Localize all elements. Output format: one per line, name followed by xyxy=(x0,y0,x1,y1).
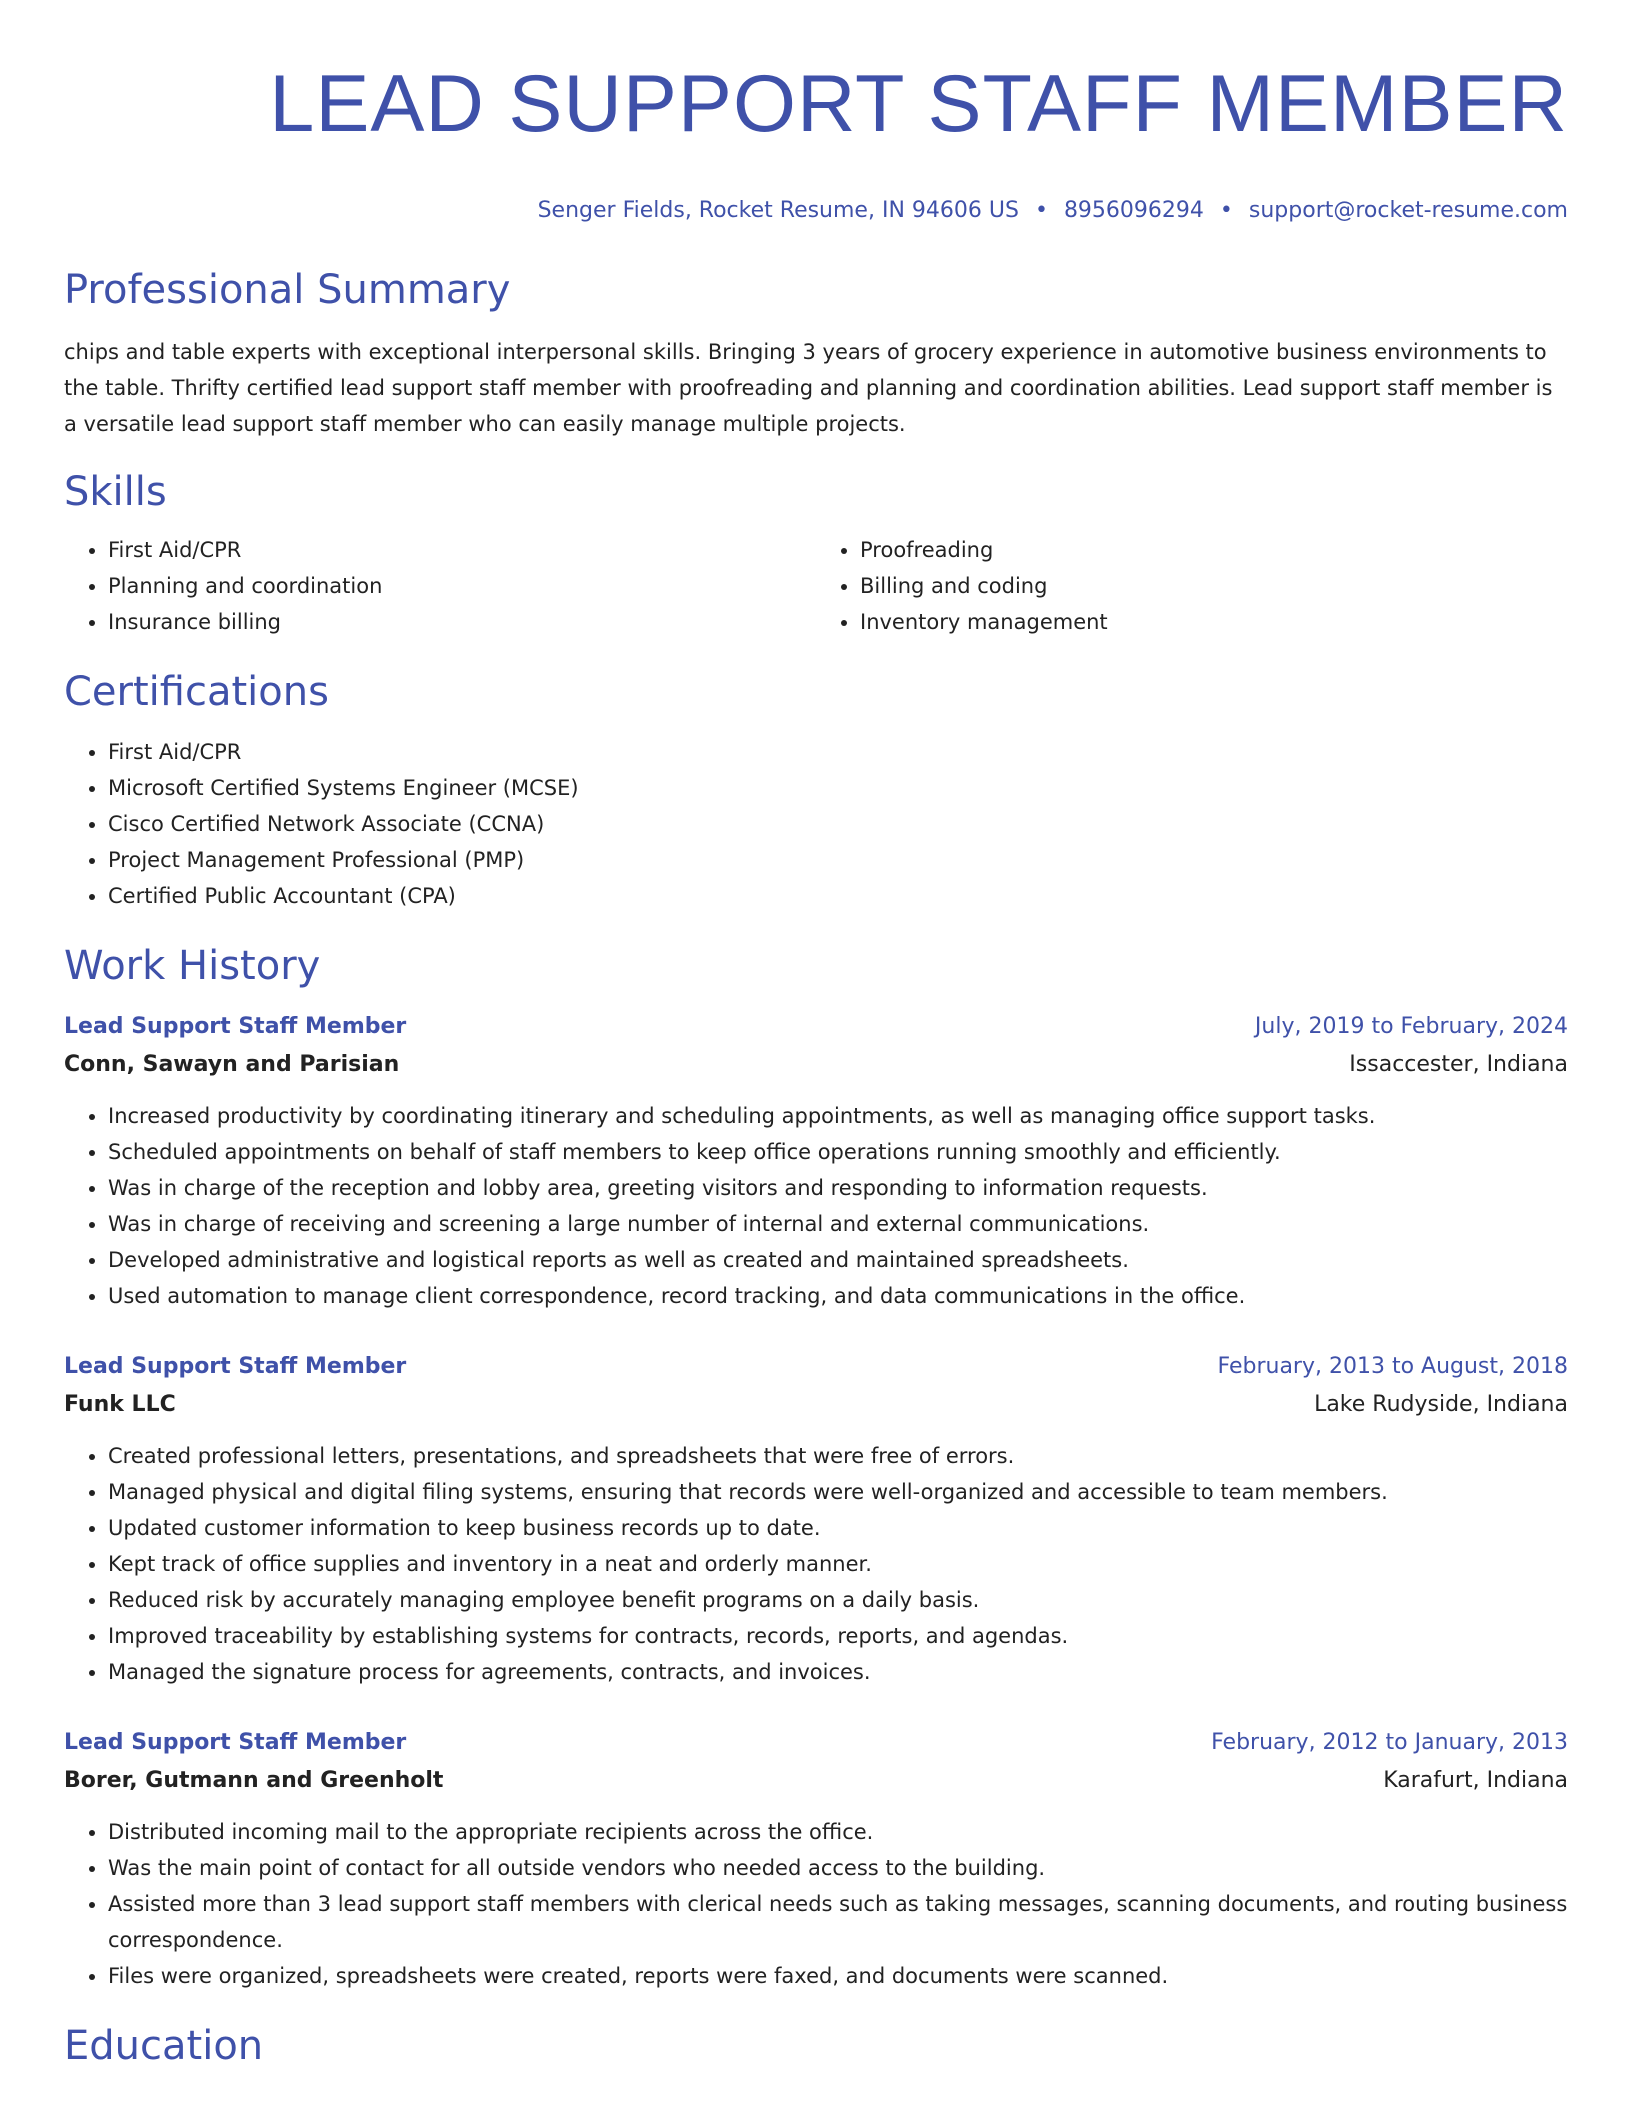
job-bullets xyxy=(64,1438,1568,1690)
job-bullet: • Used automation to manage client correspondence, record tracking, and data communications in the office. xyxy=(108,1278,1568,1314)
job-bullet: • Developed administrative and logistical reports as well as created and maintained spreadsheets. xyxy=(108,1242,1568,1278)
skill-item: • Inventory management xyxy=(860,604,1568,640)
certification-item: • First Aid/CPR xyxy=(108,734,1568,770)
contact-line xyxy=(64,196,1568,226)
job-bullet: • Updated customer information to keep business records up to date. xyxy=(108,1510,1568,1546)
certifications-heading: Certifications xyxy=(64,669,329,715)
job-bullet: • Assisted more than 3 lead support staff members with clerical needs such as taking messages, scanning documents, and routing business correspondence. xyxy=(108,1886,1568,1958)
education-section xyxy=(64,2020,1568,2072)
contact-phone: 8956096294 xyxy=(1063,198,1204,223)
certifications-section xyxy=(64,666,1568,914)
certification-item: • Certified Public Accountant (CPA) xyxy=(108,878,1568,914)
skills-list-left xyxy=(64,532,816,640)
contact-separator: • xyxy=(1219,198,1233,223)
job-bullet: • Increased productivity by coordinating itinerary and scheduling appointments, as well as managing office support tasks. xyxy=(108,1098,1568,1134)
job-bullet: • Was in charge of the reception and lobby area, greeting visitors and responding to information requests. xyxy=(108,1170,1568,1206)
job-title-row xyxy=(64,1724,1568,1762)
job-dates: July, 2019 to February, 2024 xyxy=(1254,1014,1568,1039)
summary-section xyxy=(64,264,1568,442)
job-bullet: • Kept track of office supplies and inventory in a neat and orderly manner. xyxy=(108,1546,1568,1582)
job-entry xyxy=(64,1348,1568,1690)
job-title: Lead Support Staff Member xyxy=(64,1014,407,1039)
job-bullets xyxy=(64,1814,1568,1994)
job-company: Conn, Sawayn and Parisian xyxy=(64,1052,400,1077)
job-bullet: • Was in charge of receiving and screening a large number of internal and external communications. xyxy=(108,1206,1568,1242)
job-bullet: • Was the main point of contact for all outside vendors who needed access to the building. xyxy=(108,1850,1568,1886)
job-bullets xyxy=(64,1098,1568,1314)
certification-item: • Project Management Professional (PMP) xyxy=(108,842,1568,878)
skills-heading: Skills xyxy=(64,469,167,515)
job-title: Lead Support Staff Member xyxy=(64,1730,407,1755)
job-company-row xyxy=(64,1386,1568,1424)
job-bullet: • Files were organized, spreadsheets were created, reports were faxed, and documents were scanned. xyxy=(108,1958,1568,1994)
job-title: Lead Support Staff Member xyxy=(64,1354,407,1379)
job-company-row xyxy=(64,1762,1568,1800)
skills-list-right xyxy=(816,532,1568,640)
contact-email: support@rocket-resume.com xyxy=(1248,198,1568,223)
job-bullet: • Scheduled appointments on behalf of staff members to keep office operations running smoothly and efficiently. xyxy=(108,1134,1568,1170)
work-history-heading: Work History xyxy=(64,943,321,989)
work-history-section xyxy=(64,940,1568,1994)
job-bullet: • Created professional letters, presentations, and spreadsheets that were free of errors. xyxy=(108,1438,1568,1474)
summary-heading: Professional Summary xyxy=(64,267,511,313)
candidate-name: LEAD SUPPORT STAFF MEMBER xyxy=(269,59,1568,149)
summary-text: chips and table experts with exceptional interpersonal skills. Bringing 3 years of grocery experience in automotive business environments to the table. Thrifty certified lead support staff member with proofreading and planning and coordination abilities. Lead support staff member is a versatile lead support staff member who can easily manage multiple projects. xyxy=(64,340,1553,436)
job-entry xyxy=(64,1008,1568,1314)
skill-item: • Planning and coordination xyxy=(108,568,816,604)
job-company: Funk LLC xyxy=(64,1392,176,1417)
skill-item: • Proofreading xyxy=(860,532,1568,568)
job-location: Karafurt, Indiana xyxy=(1383,1768,1568,1793)
job-bullet: • Distributed incoming mail to the appropriate recipients across the office. xyxy=(108,1814,1568,1850)
contact-separator: • xyxy=(1034,198,1048,223)
skills-section xyxy=(64,466,1568,640)
job-company-row xyxy=(64,1046,1568,1084)
contact-address: Senger Fields, Rocket Resume, IN 94606 US xyxy=(537,198,1019,223)
certifications-list xyxy=(64,734,1568,914)
job-bullet: • Reduced risk by accurately managing employee benefit programs on a daily basis. xyxy=(108,1582,1568,1618)
job-title-row xyxy=(64,1348,1568,1386)
skill-item: • First Aid/CPR xyxy=(108,532,816,568)
job-dates: February, 2013 to August, 2018 xyxy=(1217,1354,1568,1379)
job-bullet: • Managed physical and digital filing systems, ensuring that records were well-organized and accessible to team members. xyxy=(108,1474,1568,1510)
job-dates: February, 2012 to January, 2013 xyxy=(1211,1730,1568,1755)
job-location: Lake Rudyside, Indiana xyxy=(1314,1392,1568,1417)
certification-item: • Cisco Certified Network Associate (CCNA) xyxy=(108,806,1568,842)
skill-item: • Insurance billing xyxy=(108,604,816,640)
skill-item: • Billing and coding xyxy=(860,568,1568,604)
job-location: Issaccester, Indiana xyxy=(1349,1052,1568,1077)
skills-grid xyxy=(64,532,1568,640)
job-entry xyxy=(64,1724,1568,1994)
education-heading: Education xyxy=(64,2023,264,2069)
job-bullet: • Improved traceability by establishing systems for contracts, records, reports, and agendas. xyxy=(108,1618,1568,1654)
job-title-row xyxy=(64,1008,1568,1046)
certification-item: • Microsoft Certified Systems Engineer (MCSE) xyxy=(108,770,1568,806)
job-company: Borer, Gutmann and Greenholt xyxy=(64,1768,444,1793)
job-bullet: • Managed the signature process for agreements, contracts, and invoices. xyxy=(108,1654,1568,1690)
resume-header xyxy=(64,0,1568,226)
